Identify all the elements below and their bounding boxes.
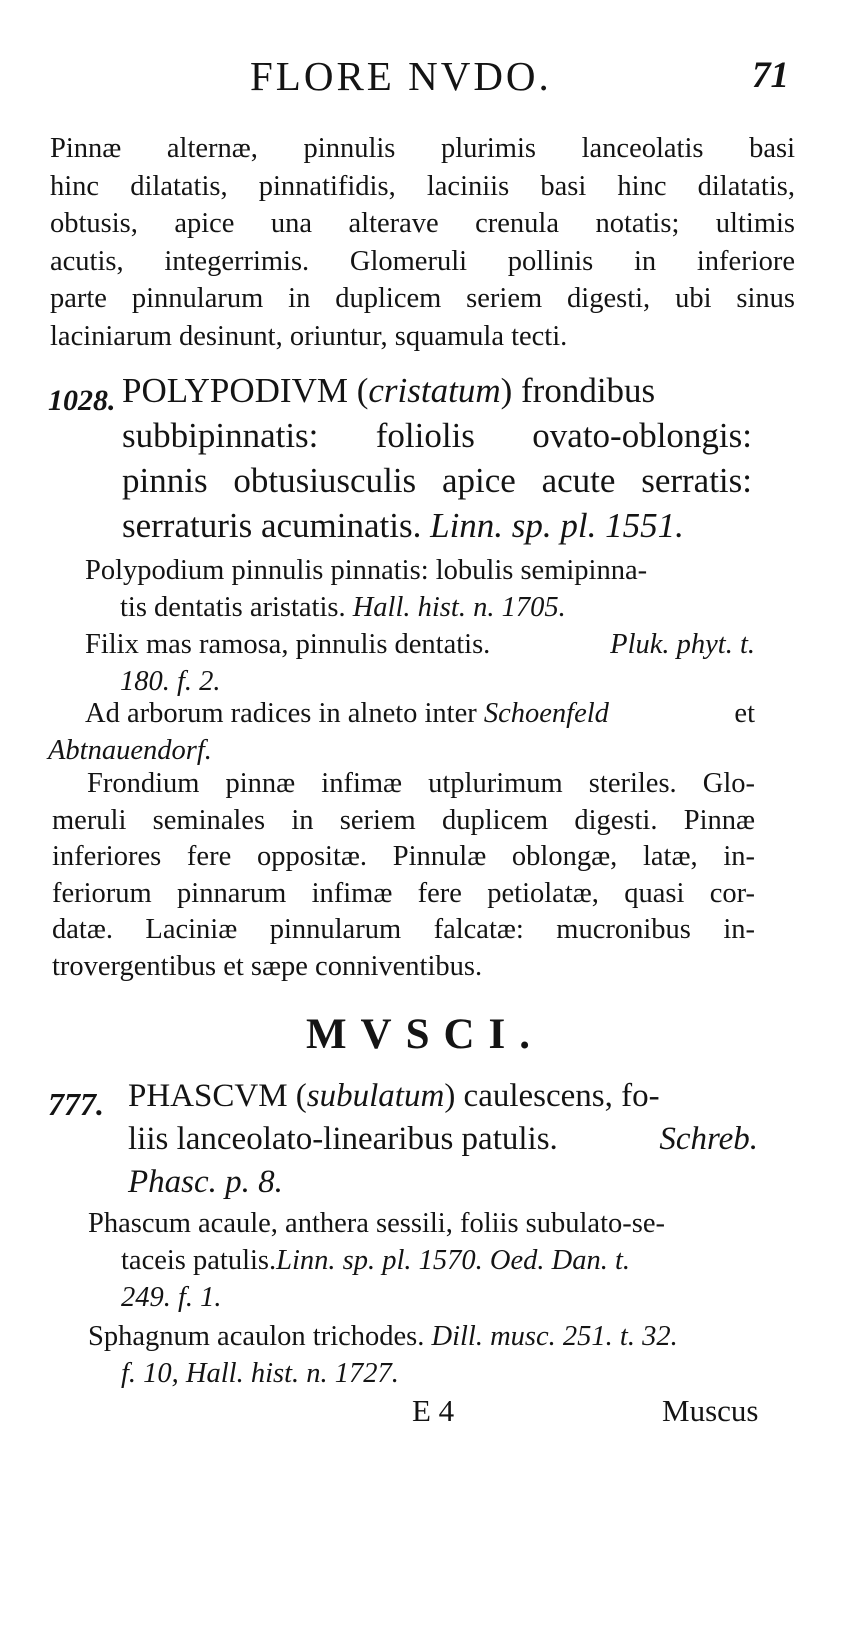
heading-line	[128, 1161, 758, 1204]
text-line	[88, 1279, 756, 1316]
page-header	[0, 52, 850, 112]
text-span: Ad arborum radices in alneto inter	[85, 698, 484, 729]
entry-heading	[128, 1075, 758, 1204]
text-line	[48, 732, 755, 769]
entry-heading	[122, 368, 752, 548]
heading-line: subbipinnatis: foliolis ovato-oblongis:	[122, 416, 752, 455]
text-line: feriorum pinnarum infimæ fere petiolatæ, quasi cor-	[52, 877, 755, 909]
text-line: meruli seminales in seriem duplicem digesti. Pinnæ	[52, 804, 755, 836]
citation: Phasc. p. 8.	[128, 1164, 283, 1200]
text-line: datæ. Laciniæ pinnularum falcatæ: mucronibus in-	[52, 914, 755, 945]
citation: 249. f. 1.	[121, 1282, 222, 1313]
text-line: Frondium pinnæ infimæ utplurimum steriles. Glo-	[87, 768, 755, 799]
heading-text: ) caulescens, fo-	[444, 1078, 660, 1114]
text-span: Filix mas ramosa, pinnulis dentatis.	[85, 629, 491, 660]
species-name: subulatum	[306, 1078, 445, 1114]
description	[52, 766, 755, 985]
heading-line	[122, 503, 752, 548]
text-line: inferiores fere oppositæ. Pinnulæ oblongæ, latæ, in-	[52, 841, 755, 872]
species-name: cristatum	[368, 371, 501, 410]
signature-mark: E 4	[412, 1393, 455, 1428]
section-title: MVSCI.	[305, 1011, 545, 1058]
citation: Hall. hist. n. 1705.	[352, 592, 566, 623]
page-number: 71	[752, 55, 789, 96]
heading-text: liis lanceolato-linearibus patulis.	[128, 1121, 558, 1157]
text-line: hinc dilatatis, pinnatifidis, laciniis basi hinc dilatatis,	[50, 170, 795, 202]
entry-number: 1028.	[48, 384, 116, 417]
heading-text: ) frondibus	[500, 371, 656, 410]
text-span: taceis patulis.	[121, 1245, 277, 1276]
text-line	[85, 695, 755, 732]
text-span: tis dentatis aristatis.	[120, 592, 353, 623]
genus-name: POLYPODIVM (	[122, 371, 369, 410]
text-line: laciniarum desinunt, oriuntur, squamula tecti.	[50, 320, 568, 352]
text-line	[85, 626, 755, 663]
text-line: obtusis, apice una alterave crenula notatis; ultimis	[50, 208, 795, 239]
citation: Linn. sp. pl. 1570. Oed. Dan. t.	[276, 1245, 631, 1276]
citation: 180. f. 2.	[120, 666, 221, 697]
intro-paragraph	[50, 130, 795, 355]
citation: Schreb.	[659, 1121, 758, 1157]
place-name: Abtnauendorf.	[48, 735, 212, 766]
text-line	[88, 1242, 756, 1279]
genus-name: PHASCVM (	[128, 1078, 307, 1114]
heading-line: pinnis obtusiusculis apice acute serratis:	[122, 461, 752, 500]
text-line: parte pinnularum in duplicem seriem digesti, ubi sinus	[50, 283, 795, 314]
heading-line	[128, 1075, 758, 1118]
locality	[48, 695, 755, 769]
text-line	[85, 589, 755, 626]
text-line	[88, 1318, 756, 1355]
citation: f. 10, Hall. hist. n. 1727.	[121, 1358, 399, 1389]
synonym-1	[85, 552, 755, 626]
synonym-2	[88, 1318, 756, 1392]
synonym-1	[88, 1205, 756, 1316]
text-line: Pinnæ alternæ, pinnulis plurimis lanceolatis basi	[50, 133, 795, 164]
running-title: FLORE NVDO.	[250, 53, 552, 99]
heading-text: serraturis acuminatis.	[122, 506, 431, 545]
text-line: trovergentibus et sæpe conniventibus.	[52, 950, 483, 982]
place-name: Schoenfeld	[483, 698, 609, 729]
citation: Linn. sp. pl. 1551.	[430, 506, 684, 545]
text-span: et	[734, 698, 755, 729]
text-line	[88, 1355, 756, 1392]
heading-line	[128, 1118, 758, 1161]
text-span: Sphagnum acaulon trichodes.	[88, 1321, 432, 1352]
heading-line	[122, 368, 752, 413]
entry-number: 777.	[48, 1086, 104, 1122]
citation: Dill. musc. 251. t. 32.	[431, 1321, 678, 1352]
text-line: Polypodium pinnulis pinnatis: lobulis semipinna-	[85, 555, 648, 586]
catchword: Muscus	[662, 1393, 759, 1428]
text-line: Phascum acaule, anthera sessili, foliis subulato-se-	[88, 1208, 665, 1239]
citation: Pluk. phyt. t.	[610, 629, 755, 660]
synonym-2	[85, 626, 755, 700]
text-line: acutis, integerrimis. Glomeruli pollinis in inferiore	[50, 245, 795, 277]
